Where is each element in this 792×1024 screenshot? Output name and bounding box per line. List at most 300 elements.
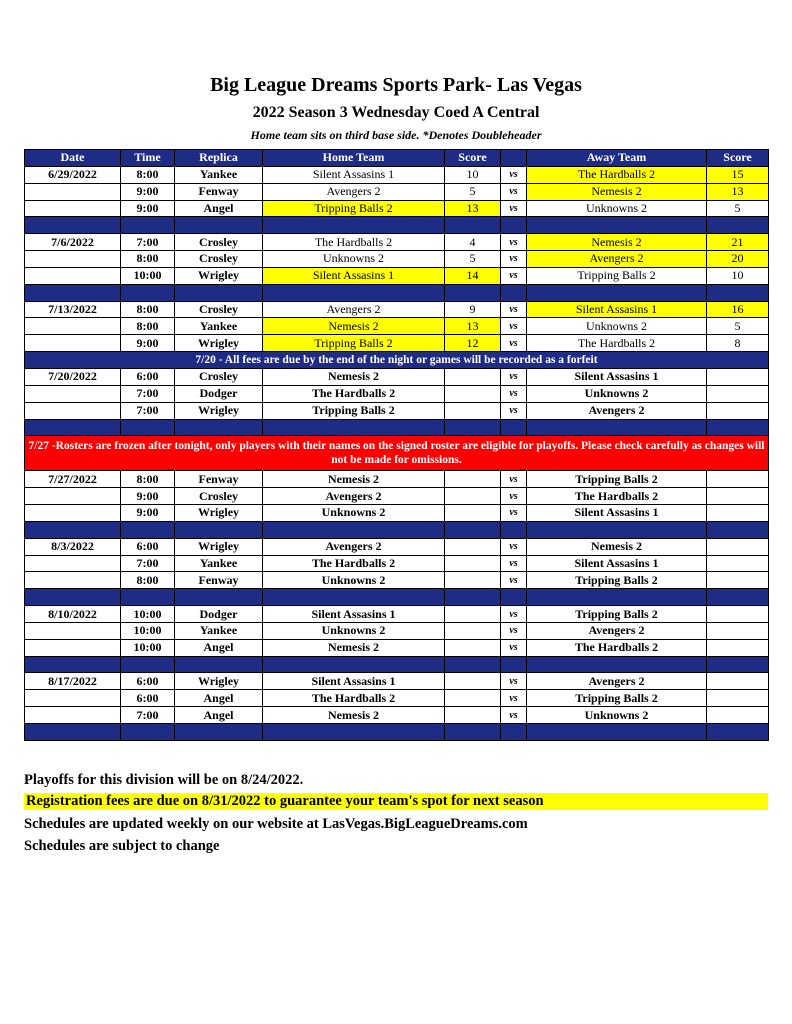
game-date [25, 639, 121, 656]
away-team: Tripping Balls 2 [527, 690, 707, 707]
home-team: Avengers 2 [263, 538, 445, 555]
game-time: 10:00 [121, 622, 175, 639]
game-replica: Wrigley [175, 267, 263, 284]
table-row [25, 505, 769, 522]
table-row [25, 555, 769, 572]
game-time: 7:00 [121, 234, 175, 251]
away-score [707, 538, 769, 555]
home-score [445, 639, 501, 656]
separator-row [25, 419, 769, 436]
away-team: Tripping Balls 2 [527, 606, 707, 623]
header-note: Home team sits on third base side. *Denotes Doubleheader [250, 128, 542, 142]
away-team: Silent Assasins 1 [527, 555, 707, 572]
table-row [25, 639, 769, 656]
table-row [25, 488, 769, 505]
away-score: 10 [707, 267, 769, 284]
vs-label: vs [501, 572, 527, 589]
home-team: Tripping Balls 2 [263, 335, 445, 352]
separator-cell [121, 284, 175, 301]
away-team: Avengers 2 [527, 673, 707, 690]
game-time: 8:00 [121, 572, 175, 589]
game-replica: Wrigley [175, 505, 263, 522]
game-date [25, 572, 121, 589]
home-score: 13 [445, 200, 501, 217]
game-time: 10:00 [121, 606, 175, 623]
vs-label: vs [501, 335, 527, 352]
home-score [445, 505, 501, 522]
vs-label: vs [501, 166, 527, 183]
game-time: 8:00 [121, 471, 175, 488]
game-date: 8/17/2022 [25, 673, 121, 690]
game-time: 6:00 [121, 673, 175, 690]
separator-cell [121, 656, 175, 673]
home-score [445, 488, 501, 505]
home-team: Avengers 2 [263, 488, 445, 505]
home-score: 12 [445, 335, 501, 352]
separator-cell [121, 589, 175, 606]
separator-cell [501, 217, 527, 234]
separator-row [25, 724, 769, 741]
game-time: 6:00 [121, 538, 175, 555]
game-date [25, 488, 121, 505]
home-score: 13 [445, 318, 501, 335]
vs-label: vs [501, 183, 527, 200]
game-time: 10:00 [121, 639, 175, 656]
table-row [25, 572, 769, 589]
separator-cell [175, 656, 263, 673]
separator-cell [527, 656, 707, 673]
away-team: Unknowns 2 [527, 200, 707, 217]
separator-row [25, 521, 769, 538]
table-row [25, 622, 769, 639]
separator-cell [707, 284, 769, 301]
away-team: Silent Assasins 1 [527, 301, 707, 318]
separator-cell [175, 589, 263, 606]
home-team: Nemesis 2 [263, 318, 445, 335]
vs-label: vs [501, 622, 527, 639]
home-score [445, 690, 501, 707]
home-team: Tripping Balls 2 [263, 402, 445, 419]
game-time: 8:00 [121, 251, 175, 268]
separator-cell [175, 521, 263, 538]
alert-row [25, 436, 769, 471]
home-score [445, 606, 501, 623]
notice-row [25, 352, 769, 369]
game-date [25, 505, 121, 522]
table-row [25, 385, 769, 402]
game-date [25, 402, 121, 419]
game-replica: Wrigley [175, 538, 263, 555]
separator-row [25, 284, 769, 301]
separator-cell [527, 419, 707, 436]
vs-label: vs [501, 673, 527, 690]
game-time: 6:00 [121, 690, 175, 707]
registration-note: Registration fees are due on 8/31/2022 to guarantee your team's spot for next season [24, 793, 768, 810]
away-score [707, 385, 769, 402]
game-time: 8:00 [121, 318, 175, 335]
game-time: 9:00 [121, 335, 175, 352]
home-team: Nemesis 2 [263, 368, 445, 385]
away-team: Avengers 2 [527, 402, 707, 419]
home-score: 9 [445, 301, 501, 318]
away-score [707, 606, 769, 623]
table-row [25, 402, 769, 419]
game-replica: Crosley [175, 368, 263, 385]
game-date: 7/27/2022 [25, 471, 121, 488]
away-score [707, 555, 769, 572]
col-vs-header [501, 150, 527, 167]
away-team: Nemesis 2 [527, 183, 707, 200]
away-score [707, 639, 769, 656]
separator-cell [707, 419, 769, 436]
table-row [25, 673, 769, 690]
vs-label: vs [501, 267, 527, 284]
game-date [25, 318, 121, 335]
separator-row [25, 217, 769, 234]
col-date-header: Date [25, 150, 121, 167]
home-team: Nemesis 2 [263, 471, 445, 488]
vs-label: vs [501, 471, 527, 488]
away-score: 21 [707, 234, 769, 251]
home-score: 5 [445, 183, 501, 200]
table-header-row [25, 150, 769, 167]
home-score: 5 [445, 251, 501, 268]
home-score: 4 [445, 234, 501, 251]
home-score [445, 368, 501, 385]
vs-label: vs [501, 234, 527, 251]
separator-cell [263, 217, 445, 234]
col-away-score-header: Score [707, 150, 769, 167]
separator-cell [175, 284, 263, 301]
home-score [445, 402, 501, 419]
game-replica: Fenway [175, 471, 263, 488]
table-row [25, 368, 769, 385]
home-team: The Hardballs 2 [263, 555, 445, 572]
separator-cell [501, 419, 527, 436]
vs-label: vs [501, 690, 527, 707]
home-team: Unknowns 2 [263, 622, 445, 639]
table-row [25, 267, 769, 284]
home-team: Tripping Balls 2 [263, 200, 445, 217]
game-replica: Angel [175, 639, 263, 656]
game-replica: Angel [175, 690, 263, 707]
game-replica: Dodger [175, 385, 263, 402]
game-replica: Angel [175, 707, 263, 724]
home-score [445, 555, 501, 572]
schedule-table [24, 149, 769, 741]
alert-text: 7/27 -Rosters are frozen after tonight, only players with their names on the signed roster are eligible for playoffs. Please check carefully as changes will not be made for omissions. [25, 436, 769, 471]
away-score [707, 572, 769, 589]
away-score: 16 [707, 301, 769, 318]
away-score: 5 [707, 200, 769, 217]
game-replica: Crosley [175, 234, 263, 251]
separator-cell [501, 521, 527, 538]
game-time: 8:00 [121, 166, 175, 183]
home-score [445, 471, 501, 488]
game-time: 9:00 [121, 183, 175, 200]
away-team: Avengers 2 [527, 251, 707, 268]
home-team: Silent Assasins 1 [263, 606, 445, 623]
separator-cell [25, 217, 121, 234]
away-team: Nemesis 2 [527, 234, 707, 251]
col-replica-header: Replica [175, 150, 263, 167]
game-date [25, 622, 121, 639]
away-score [707, 402, 769, 419]
home-team: Unknowns 2 [263, 572, 445, 589]
game-date [25, 335, 121, 352]
table-row [25, 251, 769, 268]
separator-cell [121, 419, 175, 436]
col-time-header: Time [121, 150, 175, 167]
away-score [707, 368, 769, 385]
table-row [25, 707, 769, 724]
home-score [445, 673, 501, 690]
vs-label: vs [501, 639, 527, 656]
separator-cell [707, 724, 769, 741]
away-team: Unknowns 2 [527, 707, 707, 724]
separator-cell [445, 724, 501, 741]
away-score [707, 690, 769, 707]
away-team: The Hardballs 2 [527, 639, 707, 656]
game-replica: Crosley [175, 251, 263, 268]
separator-cell [263, 521, 445, 538]
vs-label: vs [501, 707, 527, 724]
game-time: 6:00 [121, 368, 175, 385]
home-score: 10 [445, 166, 501, 183]
home-team: Silent Assasins 1 [263, 267, 445, 284]
game-time: 7:00 [121, 402, 175, 419]
game-replica: Crosley [175, 301, 263, 318]
game-date [25, 555, 121, 572]
separator-cell [445, 284, 501, 301]
game-replica: Fenway [175, 183, 263, 200]
away-team: Unknowns 2 [527, 385, 707, 402]
away-team: The Hardballs 2 [527, 488, 707, 505]
page-title: Big League Dreams Sports Park- Las Vegas [210, 74, 582, 96]
vs-label: vs [501, 606, 527, 623]
separator-cell [501, 656, 527, 673]
separator-cell [25, 521, 121, 538]
game-date: 8/3/2022 [25, 538, 121, 555]
away-team: The Hardballs 2 [527, 166, 707, 183]
home-score: 14 [445, 267, 501, 284]
separator-cell [527, 521, 707, 538]
away-team: Unknowns 2 [527, 318, 707, 335]
col-home-score-header: Score [445, 150, 501, 167]
game-date [25, 200, 121, 217]
away-score [707, 707, 769, 724]
game-replica: Dodger [175, 606, 263, 623]
separator-cell [175, 724, 263, 741]
away-score: 8 [707, 335, 769, 352]
vs-label: vs [501, 251, 527, 268]
separator-cell [527, 724, 707, 741]
home-team: Unknowns 2 [263, 505, 445, 522]
away-score [707, 505, 769, 522]
away-score: 20 [707, 251, 769, 268]
separator-cell [25, 284, 121, 301]
separator-cell [263, 589, 445, 606]
separator-cell [25, 724, 121, 741]
table-row [25, 301, 769, 318]
game-date: 6/29/2022 [25, 166, 121, 183]
website-note: Schedules are updated weekly on our website at LasVegas.BigLeagueDreams.com [24, 816, 528, 832]
separator-cell [445, 419, 501, 436]
game-date [25, 385, 121, 402]
separator-cell [175, 217, 263, 234]
table-row [25, 318, 769, 335]
separator-cell [121, 217, 175, 234]
change-note: Schedules are subject to change [24, 838, 220, 854]
away-team: Silent Assasins 1 [527, 368, 707, 385]
separator-cell [527, 217, 707, 234]
game-replica: Angel [175, 200, 263, 217]
away-team: Silent Assasins 1 [527, 505, 707, 522]
home-team: Nemesis 2 [263, 707, 445, 724]
separator-cell [263, 419, 445, 436]
separator-cell [121, 724, 175, 741]
game-date [25, 690, 121, 707]
vs-label: vs [501, 368, 527, 385]
game-replica: Yankee [175, 555, 263, 572]
away-team: Tripping Balls 2 [527, 572, 707, 589]
vs-label: vs [501, 318, 527, 335]
home-team: Nemesis 2 [263, 639, 445, 656]
vs-label: vs [501, 301, 527, 318]
table-row [25, 690, 769, 707]
away-team: Tripping Balls 2 [527, 471, 707, 488]
home-score [445, 385, 501, 402]
game-time: 9:00 [121, 200, 175, 217]
separator-cell [25, 419, 121, 436]
game-time: 7:00 [121, 707, 175, 724]
separator-cell [707, 656, 769, 673]
vs-label: vs [501, 505, 527, 522]
away-score: 5 [707, 318, 769, 335]
vs-label: vs [501, 488, 527, 505]
game-date: 7/20/2022 [25, 368, 121, 385]
home-score [445, 538, 501, 555]
game-replica: Wrigley [175, 402, 263, 419]
away-score: 13 [707, 183, 769, 200]
game-date: 8/10/2022 [25, 606, 121, 623]
col-away-team-header: Away Team [527, 150, 707, 167]
separator-cell [263, 284, 445, 301]
separator-cell [263, 656, 445, 673]
home-team: The Hardballs 2 [263, 385, 445, 402]
game-date [25, 183, 121, 200]
game-replica: Yankee [175, 318, 263, 335]
game-date [25, 251, 121, 268]
page-subtitle: 2022 Season 3 Wednesday Coed A Central [252, 104, 540, 121]
home-team: Unknowns 2 [263, 251, 445, 268]
game-date [25, 267, 121, 284]
game-replica: Wrigley [175, 673, 263, 690]
home-team: The Hardballs 2 [263, 234, 445, 251]
separator-cell [25, 656, 121, 673]
vs-label: vs [501, 538, 527, 555]
vs-label: vs [501, 200, 527, 217]
separator-cell [445, 217, 501, 234]
table-row [25, 606, 769, 623]
table-row [25, 200, 769, 217]
table-row [25, 471, 769, 488]
separator-cell [501, 284, 527, 301]
table-row [25, 538, 769, 555]
away-team: The Hardballs 2 [527, 335, 707, 352]
separator-cell [707, 521, 769, 538]
home-score [445, 622, 501, 639]
vs-label: vs [501, 555, 527, 572]
vs-label: vs [501, 385, 527, 402]
away-score [707, 622, 769, 639]
separator-cell [707, 589, 769, 606]
separator-cell [121, 521, 175, 538]
game-replica: Fenway [175, 572, 263, 589]
game-time: 9:00 [121, 505, 175, 522]
home-score [445, 572, 501, 589]
separator-cell [445, 521, 501, 538]
home-score [445, 707, 501, 724]
game-replica: Yankee [175, 166, 263, 183]
home-team: Avengers 2 [263, 183, 445, 200]
separator-row [25, 656, 769, 673]
separator-cell [445, 589, 501, 606]
game-time: 7:00 [121, 385, 175, 402]
home-team: The Hardballs 2 [263, 690, 445, 707]
separator-cell [527, 284, 707, 301]
vs-label: vs [501, 402, 527, 419]
separator-cell [501, 724, 527, 741]
game-replica: Wrigley [175, 335, 263, 352]
game-replica: Yankee [175, 622, 263, 639]
game-time: 7:00 [121, 555, 175, 572]
separator-cell [263, 724, 445, 741]
table-row [25, 335, 769, 352]
col-home-team-header: Home Team [263, 150, 445, 167]
separator-row [25, 589, 769, 606]
notice-text: 7/20 - All fees are due by the end of the night or games will be recorded as a forfeit [25, 352, 769, 369]
game-date: 7/13/2022 [25, 301, 121, 318]
table-row [25, 234, 769, 251]
away-score [707, 488, 769, 505]
game-replica: Crosley [175, 488, 263, 505]
separator-cell [445, 656, 501, 673]
separator-cell [527, 589, 707, 606]
away-score: 15 [707, 166, 769, 183]
game-time: 10:00 [121, 267, 175, 284]
game-time: 8:00 [121, 301, 175, 318]
separator-cell [175, 419, 263, 436]
away-team: Avengers 2 [527, 622, 707, 639]
away-team: Nemesis 2 [527, 538, 707, 555]
game-time: 9:00 [121, 488, 175, 505]
separator-cell [25, 589, 121, 606]
table-row [25, 166, 769, 183]
away-score [707, 471, 769, 488]
playoffs-note: Playoffs for this division will be on 8/24/2022. [24, 772, 304, 788]
home-team: Avengers 2 [263, 301, 445, 318]
away-team: Tripping Balls 2 [527, 267, 707, 284]
home-team: Silent Assasins 1 [263, 166, 445, 183]
table-row [25, 183, 769, 200]
separator-cell [707, 217, 769, 234]
away-score [707, 673, 769, 690]
game-date: 7/6/2022 [25, 234, 121, 251]
separator-cell [501, 589, 527, 606]
game-date [25, 707, 121, 724]
home-team: Silent Assasins 1 [263, 673, 445, 690]
